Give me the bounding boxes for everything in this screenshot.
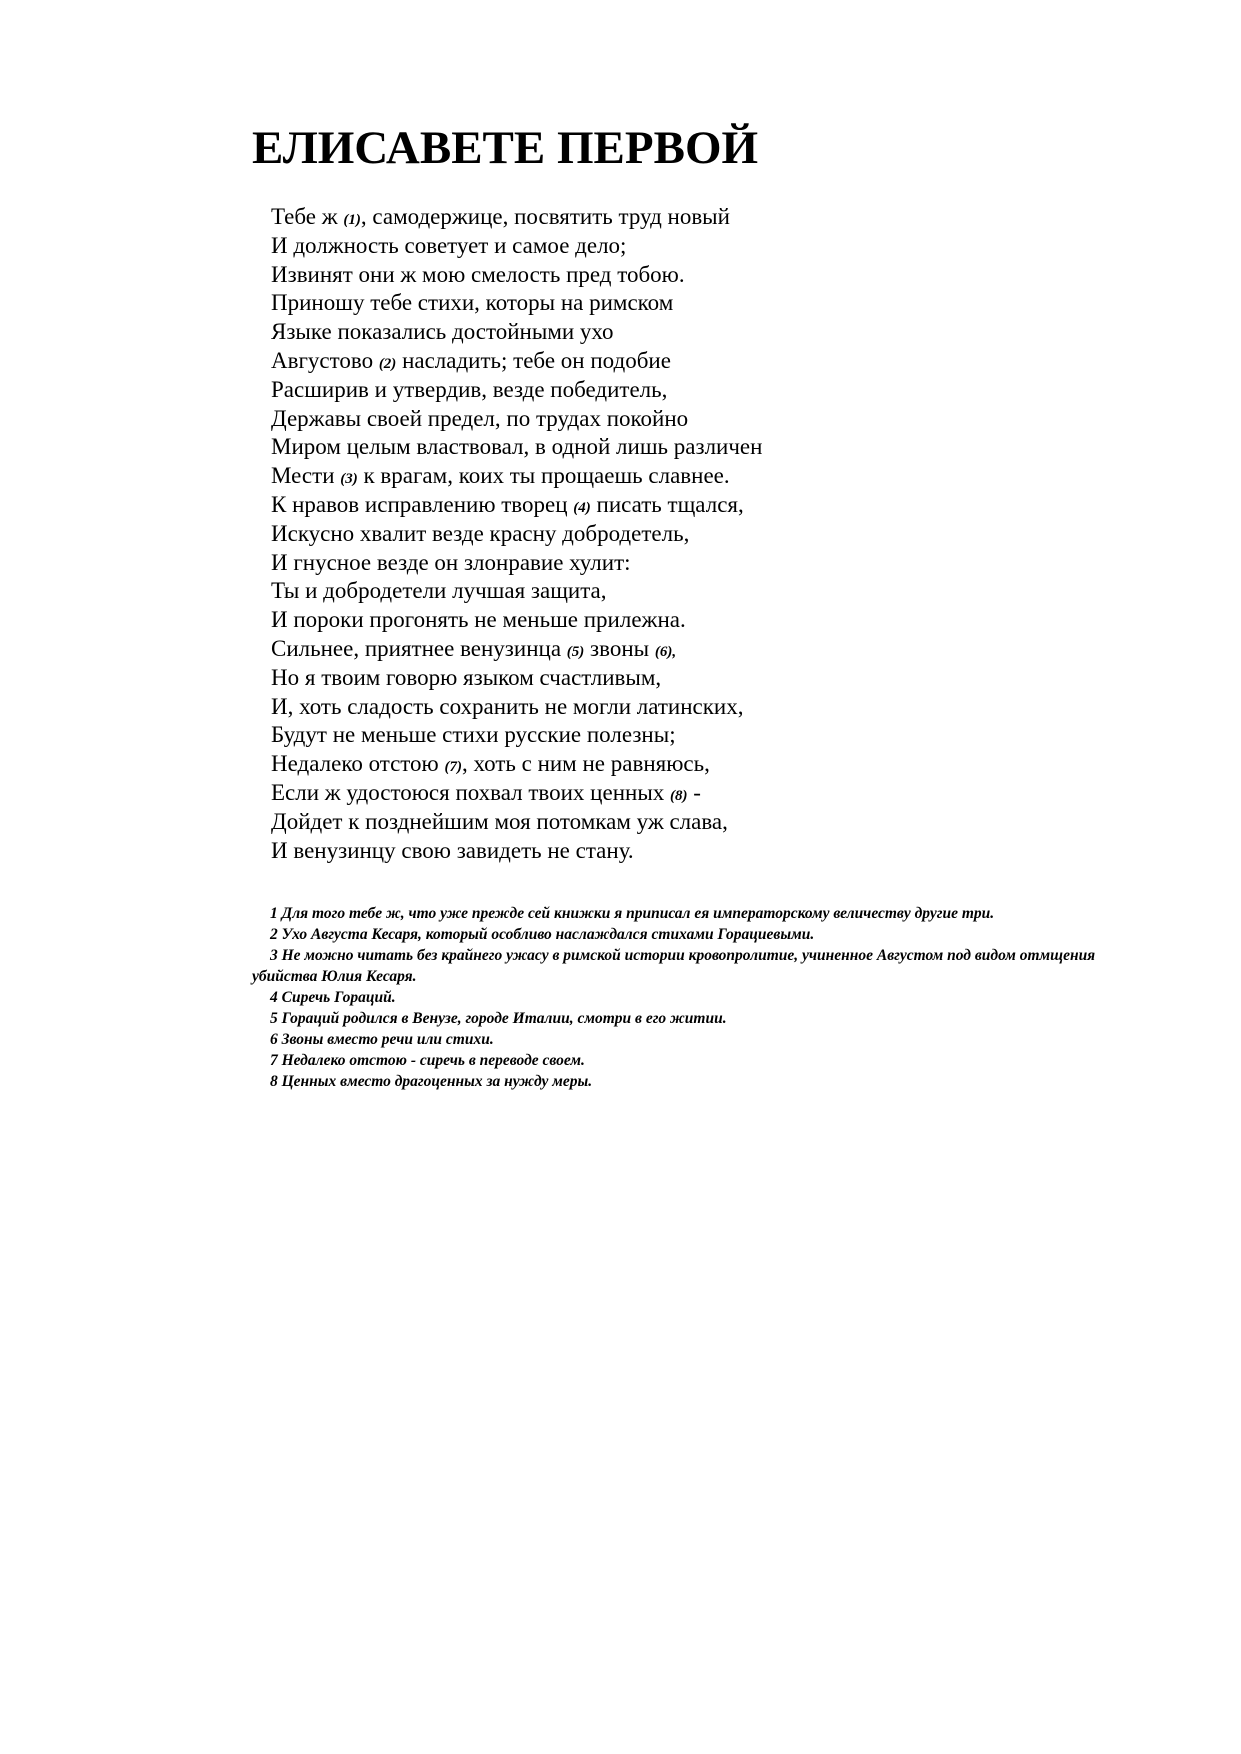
poem-text: , хоть с ним не равняюсь,: [462, 751, 710, 777]
footnote-ref: (4): [573, 499, 591, 516]
poem-line: [271, 520, 762, 549]
poem-line: [271, 203, 762, 232]
poem-text: Августово: [271, 347, 379, 373]
footnote-ref: (8): [670, 787, 688, 804]
poem-line: [271, 750, 762, 779]
footnote-ref: (5): [566, 643, 585, 660]
poem-line: [271, 491, 762, 520]
page-title: ЕЛИСАВЕТЕ ПЕРВОЙ: [252, 122, 759, 174]
poem-line: [271, 808, 762, 837]
poem-text: Миром целым властвовал, в одной лишь различен: [271, 434, 763, 460]
poem-text: И гнусное везде он злонравие хулит:: [271, 549, 631, 575]
poem-text: Если ж удостоюся похвал твоих ценных: [271, 779, 671, 805]
poem-line: [271, 779, 762, 808]
poem-text: Державы своей предел, по трудах покойно: [271, 405, 689, 431]
poem-text: , самодержице, посвятить труд новый: [360, 204, 730, 229]
footnote-item: 8 Ценных вместо драгоценных за нужду меры.: [270, 1073, 593, 1090]
poem-text: Но я твоим говорю языком счастливым,: [271, 664, 662, 690]
poem-text: писать тщался,: [590, 491, 744, 517]
footnote-item: 3 Не можно читать без крайнего ужасу в римской истории кровопролитие, учиненное Августом под видом отмщения убийства Юлия Кесаря.: [252, 947, 1096, 985]
poem-line: [271, 318, 762, 347]
footnote-item: 4 Сиречь Гораций.: [270, 989, 396, 1006]
poem-text: Расширив и утвердив, везде победитель,: [271, 376, 668, 402]
poem-line: [271, 462, 762, 491]
poem-text: И венузинцу свою завидеть не стану.: [271, 837, 634, 863]
poem-line: [271, 635, 762, 664]
poem-text: И пороки прогонять не меньше прилежна.: [271, 607, 686, 633]
footnote-item: 2 Ухо Августа Кесаря, который особливо наслаждался стихами Горациевыми.: [270, 926, 815, 943]
footnote-ref: (2): [378, 355, 397, 372]
poem-text: Дойдет к позднейшим моя потомкам уж слава,: [271, 808, 728, 834]
poem-text: Будут не меньше стихи русские полезны;: [271, 722, 676, 748]
poem-text: Недалеко отстою: [271, 751, 445, 777]
poem-text: звоны: [584, 635, 655, 661]
poem-line: [271, 577, 762, 606]
poem-text: И, хоть сладость сохранить не могли латинских,: [271, 693, 744, 719]
poem-line: [271, 606, 762, 635]
poem-line: [271, 837, 762, 866]
poem-text: К нравов исправлению творец: [271, 491, 574, 517]
footnote-item: 5 Гораций родился в Венузе, городе Италии, смотри в его житии.: [270, 1010, 727, 1027]
poem-text: Языке показались достойными ухо: [271, 319, 614, 345]
poem-text: насладить; тебе он подобие: [396, 347, 671, 373]
poem-text: Ты и добродетели лучшая защита,: [271, 578, 607, 604]
footnote-item: 7 Недалеко отстою - сиречь в переводе своем.: [270, 1052, 585, 1069]
poem-text: Мести: [271, 463, 341, 489]
poem-text: к врагам, коих ты прощаешь славнее.: [357, 463, 730, 489]
poem-line: [271, 405, 762, 434]
poem-line: [271, 289, 762, 318]
footnote-ref: (7): [444, 759, 462, 776]
poem-line: [271, 261, 762, 290]
poem-line: [271, 376, 762, 405]
poem-line: [271, 664, 762, 693]
footnote-ref: (1): [343, 212, 361, 228]
poem-text: Приношу тебе стихи, которы на римском: [271, 290, 674, 316]
poem-text: -: [687, 779, 701, 805]
poem-text: И должность советует и самое дело;: [271, 232, 627, 258]
poem-line: [271, 549, 762, 578]
poem-text: Сильнее, приятнее венузинца: [271, 635, 567, 661]
footnote-ref: (6),: [654, 643, 677, 660]
footnote-item: 6 Звоны вместо речи или стихи.: [270, 1031, 494, 1048]
poem-line: [271, 232, 762, 261]
poem-line: [271, 433, 762, 462]
footnotes: [252, 903, 1132, 1092]
poem-line: [271, 347, 762, 376]
poem-line: [271, 721, 762, 750]
footnote-ref: (3): [340, 471, 358, 488]
poem-text: Искусно хвалит везде красну добродетель,: [271, 520, 690, 546]
footnote-item: 1 Для того тебе ж, что уже прежде сей книжки я приписал ея императорскому величеству другие три.: [270, 905, 995, 922]
poem-text: Тебе ж: [271, 204, 344, 229]
poem-line: [271, 693, 762, 722]
poem: [271, 203, 762, 865]
poem-text: Извинят они ж мою смелость пред тобою.: [271, 261, 685, 287]
